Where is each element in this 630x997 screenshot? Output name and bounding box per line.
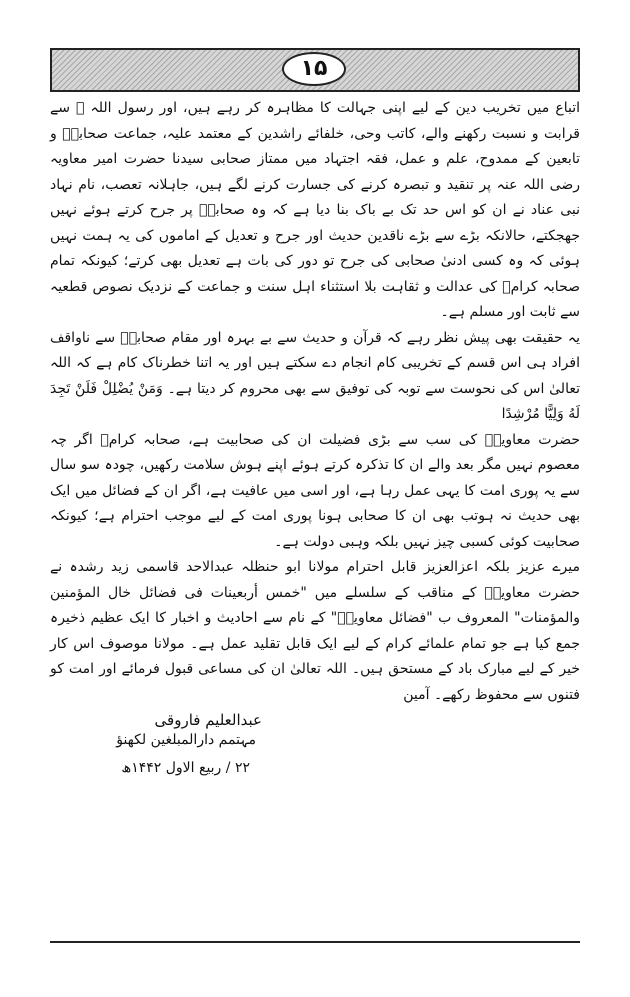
body-text bbox=[50, 96, 580, 708]
signature-date: ۲۲ / ربیع الاول ۱۴۴۲ھ bbox=[121, 760, 250, 776]
signature-block bbox=[112, 710, 262, 778]
bottom-rule bbox=[50, 941, 580, 943]
paragraph-1: اتباع میں تخریب دین کے لیے اپنی جہالت کا مظاہرہ کر رہے ہیں، اور رسول اللہ ﷺ سے قرابت و نسبت رکھنے والے، کاتب وحی، خلفائے راشدین کے معتمد علیہ، جماعت صحابہؓ و تابعین کے ممدوح، علم و عمل، فقہ اجتہاد میں ممتاز صحابی سیدنا حضرت امیر معاویہ رضی اللہ عنہ پر تنقید و تبصرہ کرنے کی جسارت کرنے لگے ہیں، جاہلانہ تعصب، نام نہاد نبی عناد نے ان کو اس حد تک بے باک بنا دیا ہے کہ وہ صحابہؓ پر جرح کرتے ہوئے نہیں جھجکتے، حالانکہ بڑے سے بڑے ناقدین حدیث اور جرح و تعدیل کے اماموں کی یہ ہمت نہیں ہوئی کہ وہ کسی ادنیٰ صحابی کی جرح تو دور کی بات ہے تعدیل بھی کرتے؛ کیونکہ تمام صحابہ کرامؓ کی عدالت و ثقاہت بلا استثناء اہل سنت و جماعت کے نزدیک نصوص قطعیہ سے ثابت اور مسلم ہے۔ bbox=[50, 100, 580, 320]
signature-name: عبدالعلیم فاروقی bbox=[154, 711, 262, 729]
paragraph-4: میرے عزیز بلکہ اعزالعزیز قابل احترام مولانا ابو حنظلہ عبدالاحد قاسمی زید رشدہ نے حضرت معاویہؓ کے مناقب کے سلسلے میں "خمس أربعينات فی فضائل خال المؤمنين والمؤمنات" المعروف ب "فضائل معاویہؓ" کے نام سے احادیث و اخبار کا ایک عظیم ذخیرہ جمع کیا ہے جو تمام علمائے کرام کے لیے ایک قابل تقلید عمل ہے۔ مولانا موصوف اس کار خیر کے لیے مبارک باد کے مستحق ہیں۔ اللہ تعالیٰ ان کی مساعی قبول فرمائے اور امت کو فتنوں سے محفوظ رکھے۔ آمین bbox=[50, 559, 580, 703]
signature-title: مہتمم دارالمبلغین لکھنؤ bbox=[116, 732, 256, 748]
paragraph-3: حضرت معاویہؓ کی سب سے بڑی فضیلت ان کی صحابیت ہے، صحابہ کرامؓ اگر چہ معصوم نہیں مگر بعد والے ان کا تذکرہ کرتے ہوئے اپنے ہوش سلامت رکھیں، چودہ سو سال سے یہ پوری امت کا یہی عمل رہا ہے، اور اسی میں عافیت ہے، اگر ان کے فضائل میں ایک بھی حدیث نہ ہوتب بھی ان کا صحابی ہونا پوری امت کے لیے موجب احترام ہے؛ کیونکہ صحابیت کوئی کسبی چیز نہیں بلکہ وہبی دولت ہے۔ bbox=[50, 431, 580, 550]
page-number: ۱۵ bbox=[282, 52, 346, 86]
paragraph-2: یہ حقیقت بھی پیش نظر رہے کہ قرآن و حدیث سے بے بہرہ اور مقام صحابہؓ سے ناواقف افراد ہی اس قسم کے تخریبی کام انجام دے سکتے ہیں اور یہ اتنا خطرناک کام ہے کہ اللہ تعالیٰ اس کی نحوست سے توبہ کی توفیق سے بھی محروم کر دیتا ہے۔ وَمَنْ يُضْلِلْ فَلَنْ تَجِدَ لَهُ وَلِيًّا مُرْشِدًا bbox=[50, 329, 580, 422]
